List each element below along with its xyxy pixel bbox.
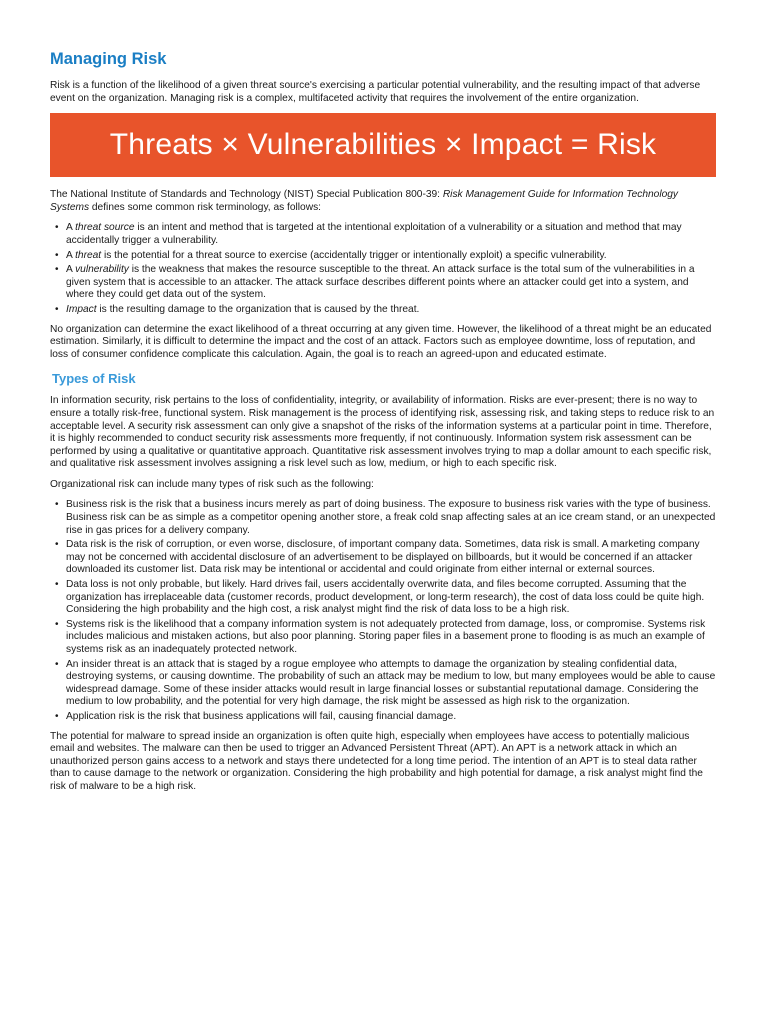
malware-paragraph: The potential for malware to spread inside an organization is often quite high, especially when employees have access to potentially malicious email and websites. The malware can then be used to trigger an Advanced Persistent Threat (APT). An APT is a network attack in which an unauthorized person gains access to a network and stays there undetected for a long time period. The intention of an APT is to steal data rather than to cause damage to the network or organization. Considering the high probability and high potential for damage, a risk analyst might find the risk of malware to be a high risk. bbox=[50, 730, 703, 792]
risk-formula-banner: Threats × Vulnerabilities × Impact = Risk bbox=[50, 113, 716, 177]
list-item bbox=[66, 222, 716, 247]
term-name: threat bbox=[75, 249, 102, 261]
list-item: • Data loss is not only probable, but likely. Hard drives fail, users accidentally overwrite data, and files become corrupted. Assuming that the organization has irreplaceable data (customer records, product development, or long-term research), the cost of data loss could be quite high. Considering the high probability and the high cost, a risk analyst might find the risk of data loss to be a high risk. bbox=[66, 579, 716, 617]
infosec-paragraph: In information security, risk pertains to the loss of confidentiality, integrity, or availability of information. Risks are ever-present; there is no way to ensure a totally risk-free, functional system. Risk management is the process of identifying risk, assessing risk, and taking steps to reduce risk to an acceptable level. A security risk assessment can only give a snapshot of the risks of the information systems at a particular point in time. Therefore, it is highly recommended to conduct security risk assessments more frequently, if not continuously. Information system risk assessment can be performed by using a qualitative or quantitative approach. Quantitative risk assessment involves trying to map a dollar amount to each specific risk, and qualitative risk assessment involves assigning a risk level such as low, medium, or high to each specific risk. bbox=[50, 395, 715, 470]
list-item bbox=[66, 304, 716, 317]
list-item: • Application risk is the risk that business applications will fail, causing financial damage. bbox=[66, 711, 716, 724]
term-definition: is the potential for a threat source to exercise (accidentally trigger or intentionally exploit) a specific vulnerability. bbox=[101, 249, 607, 261]
list-item: • Business risk is the risk that a business incurs merely as part of doing business. The exposure to business risk varies with the type of business. Business risk can be as simple as a competitor opening another store, a freak cold snap affecting sales at an ice cream stand, or an unexpected rise in gas prices for a delivery company. bbox=[66, 499, 716, 537]
term-name: Impact bbox=[66, 303, 97, 315]
term-prefix: A bbox=[66, 264, 76, 276]
nist-text-after: defines some common risk terminology, as follows: bbox=[89, 201, 322, 213]
term-definition: is the resulting damage to the organization that is caused by the threat. bbox=[96, 303, 420, 315]
terminology-list bbox=[50, 222, 716, 316]
org-risk-paragraph: Organizational risk can include many types of risk such as the following: bbox=[50, 478, 374, 490]
section-heading-types-of-risk: Types of Risk bbox=[52, 371, 136, 387]
list-item bbox=[66, 264, 716, 302]
term-name: vulnerability bbox=[75, 264, 129, 276]
intro-paragraph: Risk is a function of the likelihood of a given threat source's exercising a particular potential vulnerability, and the resulting impact of that adverse event on the organization. Managing risk is a complex, multifaceted activity that requires the involvement of the entire organization. bbox=[50, 80, 701, 104]
term-name: threat source bbox=[75, 222, 135, 234]
list-item: • Systems risk is the likelihood that a company information system is not adequately protected from damage, loss, or compromise. Systems risk includes malicious and mistaken actions, but also poor planning. Storing paper files in a basement prone to flooding is as much an example of systems risk as an inadequately protected network. bbox=[66, 619, 716, 657]
list-item: • An insider threat is an attack that is staged by a rogue employee who attempts to damage the organization by stealing confidential data, destroying systems, or causing downtime. The probability of such an attack may be medium to low, but many employees would be able to cause widespread damage. Some of these insider attacks would result in large financial losses or substantial reputational damage. Considering the medium to low probability, and the potential for very high damage, the risk might be assessed as high risk to the organization. bbox=[66, 659, 716, 709]
term-definition: is the weakness that makes the resource susceptible to the threat. An attack surface is the total sum of the vulnerabilities in a given system that is accessible to an attacker. The attack surface describes different points where an attacker could get into a system, and where they could get data out of the system. bbox=[66, 264, 695, 301]
nist-paragraph bbox=[50, 189, 716, 214]
list-item: • Data risk is the risk of corruption, or even worse, disclosure, of important company data. Sometimes, data risk is small. A marketing company may not be concerned with accidental disclosure of an advertisement to be displayed on billboards, but it would be concerned if an attacker downloaded its customer list. Data risk may be intentional or accidental and could originate from either internal or external sources. bbox=[66, 539, 716, 577]
estimate-paragraph: No organization can determine the exact likelihood of a threat occurring at any given time. However, the likelihood of a threat might be an educated estimation. Similarly, it is difficult to determine the impact and the cost of an attack. Factors such as employee downtime, loss of reputation, and loss of consumer confidence complicate this calculation. Again, the goal is to reach an agreed-upon and educated estimate. bbox=[50, 323, 712, 360]
risk-types-list bbox=[50, 499, 716, 723]
term-prefix: A bbox=[66, 222, 76, 234]
term-prefix: A bbox=[66, 249, 76, 261]
nist-text-before: The National Institute of Standards and Technology (NIST) Special Publication 800-39: bbox=[50, 189, 443, 201]
page-title: Managing Risk bbox=[50, 50, 167, 68]
list-item bbox=[66, 250, 716, 263]
nist-publication-title: Risk Management Guide for Information Technology Systems bbox=[50, 189, 679, 213]
term-definition: is an intent and method that is targeted at the intentional exploitation of a vulnerability or a situation and method that may accidentally trigger a vulnerability. bbox=[66, 222, 682, 246]
